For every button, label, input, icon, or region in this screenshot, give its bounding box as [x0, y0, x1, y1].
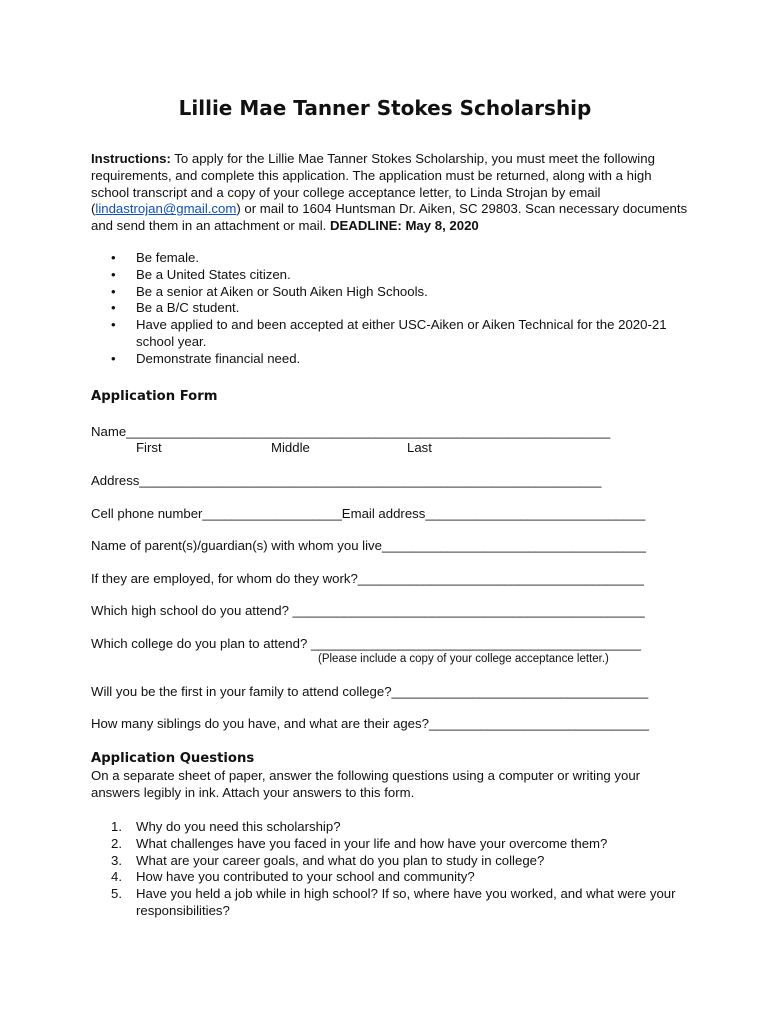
instructions-text-after: ) or mail to 1604 Huntsman Dr. Aiken, SC 29803. Scan necessary documents and send them in an attachment or mail. — [91, 201, 688, 234]
parent-guardian-field[interactable]: Name of parent(s)/guardian(s) with whom you live____________________________________ — [91, 538, 647, 553]
college-note: (Please include a copy of your college acceptance letter.) — [318, 653, 609, 665]
employer-field[interactable]: If they are employed, for whom do they work?_______________________________________ — [91, 571, 644, 586]
name-middle-label: Middle — [271, 440, 310, 455]
question-item — [91, 819, 691, 836]
requirement-item: • Be a senior at Aiken or South Aiken High Schools. — [91, 284, 691, 301]
question-text: How have you contributed to your school and community? — [136, 869, 475, 885]
address-field[interactable]: Address_______________________________________________________________ — [91, 473, 602, 488]
instructions-text: To apply for the Lillie Mae Tanner Stokes Scholarship, you must meet the following requirements, and complete this application. The application must be returned, along with a high school transcript and a copy of your college acceptance letter, to Linda Strojan by email ( — [91, 151, 655, 217]
college-field[interactable]: Which college do you plan to attend? _____________________________________________ — [91, 636, 641, 651]
question-number: 1. — [111, 819, 122, 834]
questions-list — [91, 819, 691, 920]
requirement-item: • Be a United States citizen. — [91, 267, 691, 284]
application-form-heading: Application Form — [91, 389, 218, 404]
question-item — [91, 886, 691, 920]
requirement-item: • Demonstrate financial need. — [91, 351, 691, 368]
document-title: Lillie Mae Tanner Stokes Scholarship — [178, 96, 592, 120]
email-link[interactable]: lindastrojan@gmail.com — [95, 201, 237, 217]
question-text: What are your career goals, and what do you plan to study in college? — [136, 852, 545, 868]
instructions-paragraph — [91, 151, 691, 235]
requirement-item: • Be female. — [91, 250, 691, 267]
question-number: 2. — [111, 835, 122, 851]
siblings-field[interactable]: How many siblings do you have, and what are their ages?______________________________ — [91, 716, 649, 731]
high-school-field[interactable]: Which high school do you attend? ________________________________________________ — [91, 603, 645, 618]
requirement-item: • Be a B/C student. — [91, 300, 691, 317]
question-item — [91, 869, 691, 886]
requirement-item: • Have applied to and been accepted at either USC-Aiken or Aiken Technical for the 2020-21 school year. — [91, 317, 691, 351]
question-text: Have you held a job while in high school? If so, where have you worked, and what were your responsibilities? — [136, 886, 676, 918]
question-number: 5. — [111, 886, 122, 902]
question-text: What challenges have you faced in your life and how have your overcome them? — [136, 835, 608, 851]
instructions-label: Instructions: — [91, 151, 171, 166]
name-field[interactable]: Name__________________________________________________________________ — [91, 424, 611, 439]
question-number: 3. — [111, 852, 122, 868]
phone-email-field[interactable]: Cell phone number___________________Email address______________________________ — [91, 506, 646, 521]
first-in-family-field[interactable]: Will you be the first in your family to attend college?___________________________________ — [91, 684, 649, 699]
name-first-label: First — [136, 440, 162, 455]
deadline-text: DEADLINE: May 8, 2020 — [329, 218, 479, 234]
requirements-list — [91, 250, 691, 368]
question-item — [91, 853, 691, 870]
questions-intro: On a separate sheet of paper, answer the following questions using a computer or writing your answers legibly in ink. Attach your answers to this form. — [91, 768, 641, 800]
question-number: 4. — [111, 869, 122, 885]
question-item — [91, 836, 691, 853]
name-last-label: Last — [407, 440, 432, 455]
application-questions-heading: Application Questions — [91, 751, 255, 766]
question-text: Why do you need this scholarship? — [136, 819, 341, 834]
